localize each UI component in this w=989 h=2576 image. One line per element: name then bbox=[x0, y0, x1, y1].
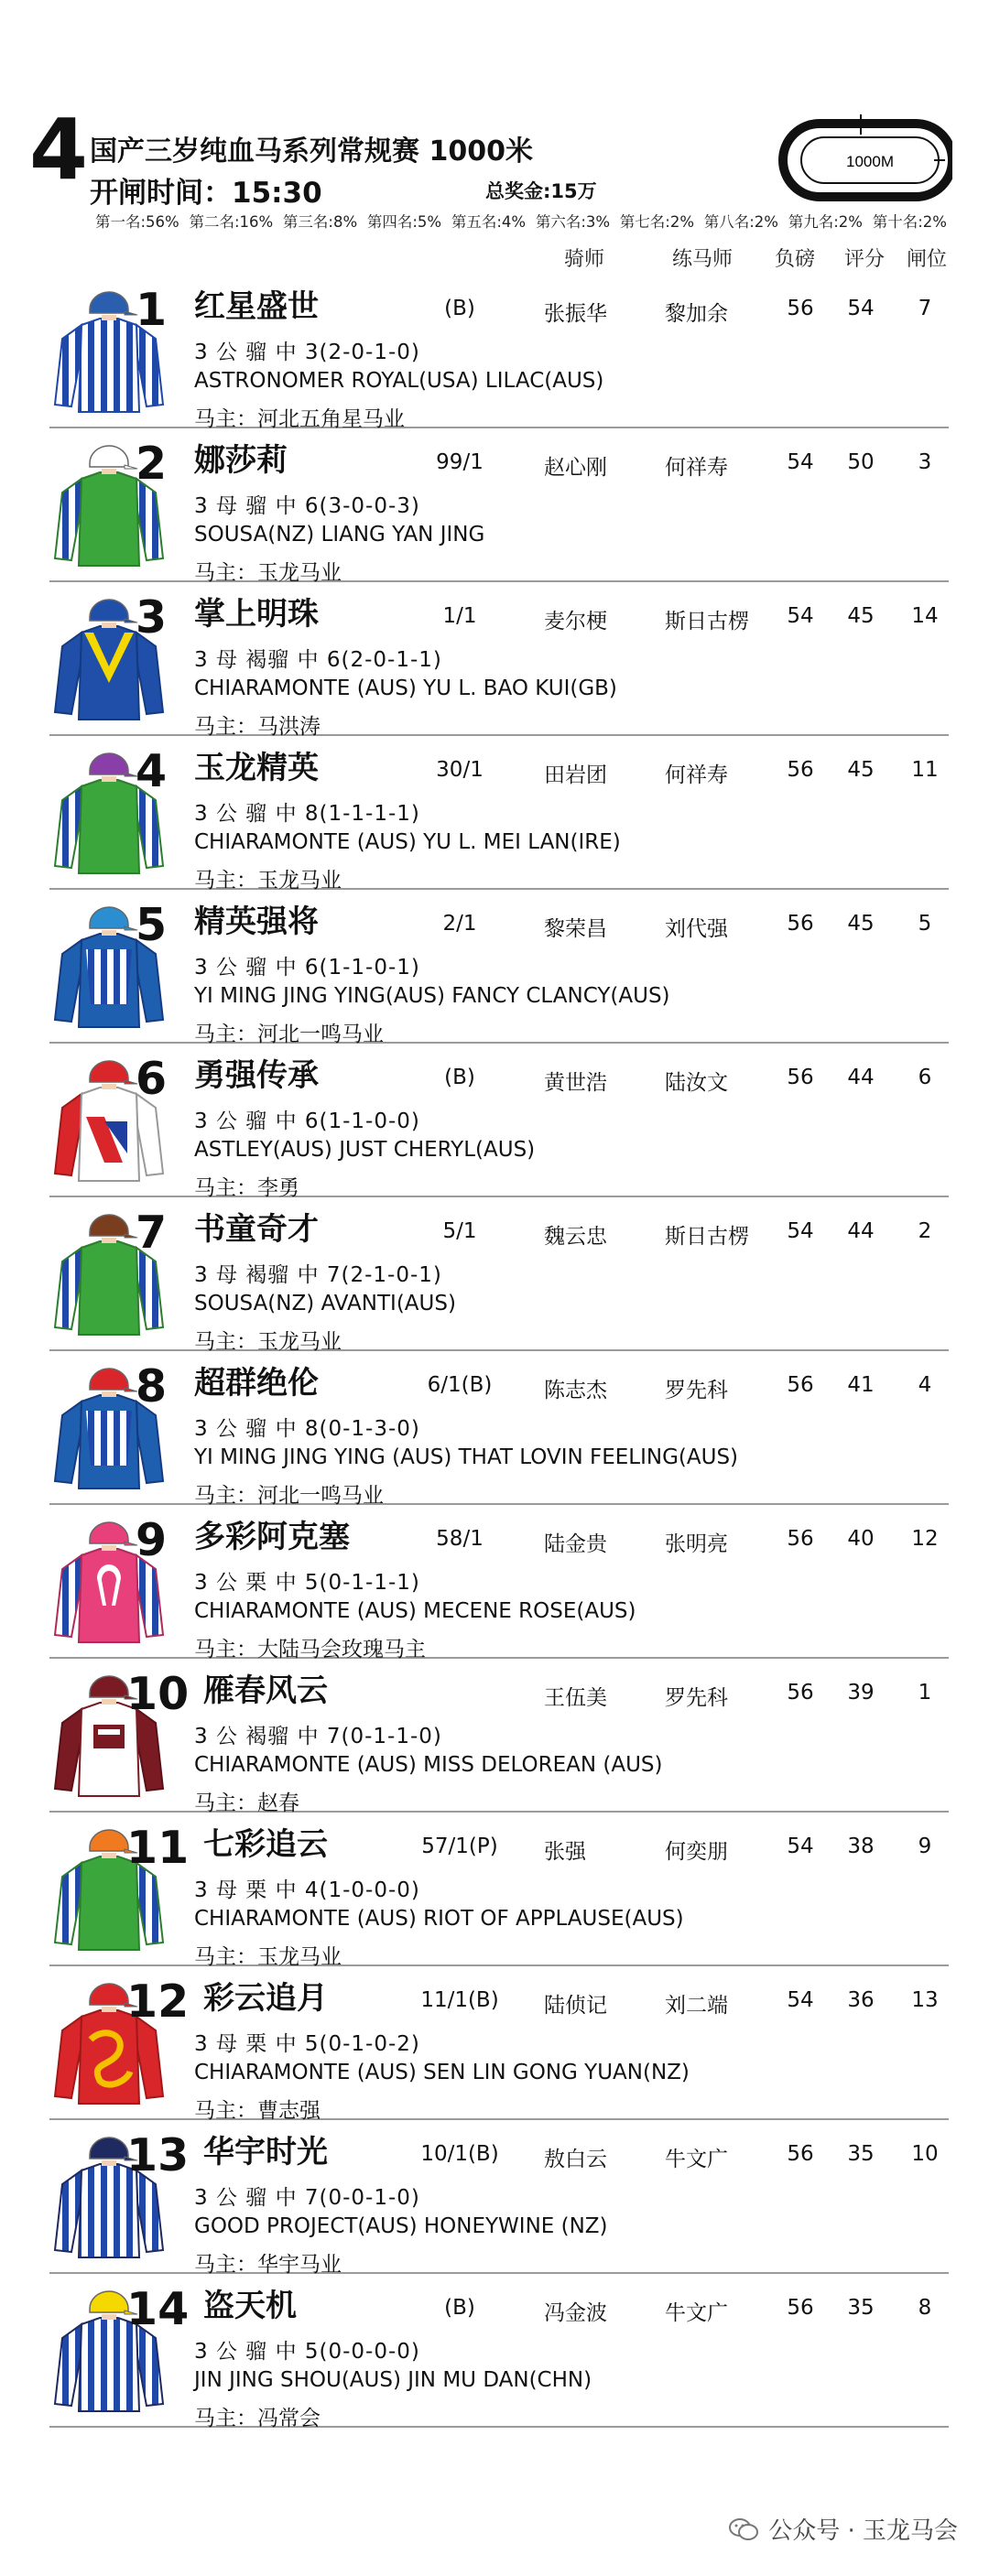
odds: 30/1 bbox=[436, 758, 484, 782]
odds: 57/1(P) bbox=[421, 1835, 498, 1858]
owner: 马主：大陆马会玫瑰马主 bbox=[194, 1638, 426, 1661]
odds: 11/1(B) bbox=[420, 1988, 499, 2012]
runner-number: 14 bbox=[126, 2283, 190, 2335]
weight: 56 bbox=[787, 1681, 814, 1705]
jockey-name: 陆侦记 bbox=[544, 1994, 607, 2018]
runner-number: 3 bbox=[136, 591, 168, 644]
runner-number: 2 bbox=[136, 438, 168, 490]
jockey-name: 赵心刚 bbox=[544, 456, 607, 480]
odds: (B) bbox=[444, 297, 475, 320]
odds: 1/1 bbox=[442, 604, 477, 628]
runner-row bbox=[49, 1505, 949, 1659]
col-rating: 评分 bbox=[844, 248, 886, 271]
horse-info: 3 公 骝 中 3(2-0-1-0) bbox=[194, 341, 420, 364]
pedigree: ASTRONOMER ROYAL(USA) LILAC(AUS) bbox=[194, 369, 604, 393]
runner-number: 1 bbox=[136, 284, 168, 336]
trainer-name: 牛文广 bbox=[665, 2148, 728, 2171]
runner-number: 9 bbox=[136, 1514, 168, 1566]
horse-name: 红星盛世 bbox=[194, 288, 319, 325]
weight: 54 bbox=[787, 1835, 814, 1858]
odds: 10/1(B) bbox=[420, 2142, 499, 2166]
odds: (B) bbox=[444, 1066, 475, 1089]
odds: 5/1 bbox=[442, 1219, 477, 1243]
jockey-name: 张振华 bbox=[544, 302, 607, 326]
jockey-name: 敖白云 bbox=[544, 2148, 607, 2171]
jockey-name: 陆金贵 bbox=[544, 1532, 607, 1556]
horse-name: 彩云追月 bbox=[203, 1980, 328, 2017]
owner: 马主：河北一鸣马业 bbox=[194, 1484, 384, 1508]
odds: 99/1 bbox=[436, 450, 484, 474]
prize-split-item: 第四名:5% bbox=[366, 213, 442, 231]
horse-name: 雁春风云 bbox=[203, 1672, 328, 1709]
jockey-name: 麦尔梗 bbox=[544, 610, 607, 633]
owner: 马主：马洪涛 bbox=[194, 715, 321, 739]
pedigree: CHIARAMONTE (AUS) MECENE ROSE(AUS) bbox=[194, 1599, 636, 1623]
horse-name: 多彩阿克塞 bbox=[194, 1519, 350, 1555]
weight: 56 bbox=[787, 297, 814, 320]
col-weight: 负磅 bbox=[775, 248, 816, 271]
pedigree: CHIARAMONTE (AUS) RIOT OF APPLAUSE(AUS) bbox=[194, 1907, 684, 1931]
trainer-name: 张明亮 bbox=[665, 1532, 728, 1556]
weight: 56 bbox=[787, 912, 814, 936]
draw: 14 bbox=[911, 604, 939, 628]
draw: 7 bbox=[918, 297, 932, 320]
draw: 4 bbox=[918, 1373, 932, 1397]
runner-number: 13 bbox=[126, 2129, 190, 2181]
rating: 45 bbox=[847, 604, 875, 628]
pedigree: YI MING JING YING (AUS) THAT LOVIN FEELING(AUS) bbox=[194, 1445, 739, 1469]
horse-name: 七彩追云 bbox=[203, 1826, 328, 1863]
rating: 45 bbox=[847, 912, 875, 936]
rating: 40 bbox=[847, 1527, 875, 1551]
horse-info: 3 公 栗 中 5(0-1-1-1) bbox=[194, 1571, 420, 1595]
trainer-name: 陆汝文 bbox=[665, 1071, 728, 1095]
runner-row bbox=[49, 1044, 949, 1200]
trainer-name: 罗先科 bbox=[665, 1379, 728, 1402]
jockey-name: 王伍美 bbox=[544, 1686, 607, 1710]
trainer-name: 牛文广 bbox=[665, 2301, 728, 2325]
jockey-name: 田岩团 bbox=[544, 763, 607, 787]
rating: 35 bbox=[847, 2142, 875, 2166]
horse-name: 超群绝伦 bbox=[194, 1365, 319, 1402]
col-jockey: 骑师 bbox=[564, 248, 605, 271]
prize-split-item: 第九名:2% bbox=[788, 213, 863, 231]
pedigree: JIN JING SHOU(AUS) JIN MU DAN(CHN) bbox=[194, 2368, 592, 2392]
runner-number: 7 bbox=[136, 1207, 168, 1259]
horse-name: 掌上明珠 bbox=[194, 596, 319, 633]
horse-info: 3 母 褐骝 中 6(2-0-1-1) bbox=[194, 648, 442, 672]
col-trainer: 练马师 bbox=[672, 248, 734, 271]
horse-info: 3 公 骝 中 6(1-1-0-0) bbox=[194, 1109, 420, 1133]
weight: 54 bbox=[787, 604, 814, 628]
runner-number: 8 bbox=[136, 1360, 168, 1412]
jockey-name: 黎荣昌 bbox=[544, 917, 607, 941]
runner-row bbox=[49, 1659, 949, 1813]
owner: 马主：玉龙马业 bbox=[194, 1330, 342, 1354]
draw: 13 bbox=[911, 1988, 939, 2012]
horse-info: 3 母 骝 中 6(3-0-0-3) bbox=[194, 494, 420, 518]
owner: 马主：玉龙马业 bbox=[194, 1945, 342, 1969]
rating: 41 bbox=[847, 1373, 875, 1397]
trainer-name: 斯日古楞 bbox=[665, 610, 749, 633]
column-headers bbox=[0, 244, 989, 271]
prize-split-row bbox=[95, 210, 947, 232]
owner: 马主：玉龙马业 bbox=[194, 869, 342, 893]
rating: 45 bbox=[847, 758, 875, 782]
race-title: 国产三岁纯血马系列常规赛 1000米 bbox=[90, 135, 533, 168]
runner-number: 10 bbox=[126, 1668, 190, 1720]
rating: 39 bbox=[847, 1681, 875, 1705]
trainer-name: 黎加余 bbox=[665, 302, 728, 326]
weight: 56 bbox=[787, 758, 814, 782]
runner-number: 11 bbox=[126, 1822, 190, 1874]
horse-name: 盗天机 bbox=[203, 2288, 297, 2324]
owner: 马主：赵春 bbox=[194, 1791, 299, 1815]
trainer-name: 罗先科 bbox=[665, 1686, 728, 1710]
owner: 马主：河北一鸣马业 bbox=[194, 1023, 384, 1046]
owner: 马主：冯常会 bbox=[194, 2407, 321, 2430]
jockey-name: 魏云忠 bbox=[544, 1225, 607, 1249]
pedigree: SOUSA(NZ) LIANG YAN JING bbox=[194, 523, 485, 547]
runner-row bbox=[49, 1197, 949, 1354]
footer bbox=[728, 2512, 958, 2546]
race-header bbox=[0, 0, 989, 275]
horse-info: 3 母 栗 中 5(0-1-0-2) bbox=[194, 2032, 420, 2056]
horse-name: 书童奇才 bbox=[194, 1211, 319, 1248]
trainer-name: 刘代强 bbox=[665, 917, 728, 941]
horse-info: 3 母 褐骝 中 7(2-1-0-1) bbox=[194, 1263, 442, 1287]
weight: 56 bbox=[787, 1527, 814, 1551]
owner: 马主：河北五角星马业 bbox=[194, 407, 405, 431]
pedigree: CHIARAMONTE (AUS) MISS DELOREAN (AUS) bbox=[194, 1753, 663, 1777]
prize-split-item: 第五名:4% bbox=[451, 213, 527, 231]
horse-name: 华宇时光 bbox=[203, 2134, 328, 2170]
weight: 56 bbox=[787, 2142, 814, 2166]
owner: 马主：曹志强 bbox=[194, 2099, 321, 2123]
prize-split-item: 第二名:16% bbox=[189, 213, 274, 231]
runner-row bbox=[49, 890, 949, 1044]
weight: 54 bbox=[787, 1219, 814, 1243]
runner-number: 5 bbox=[136, 899, 168, 951]
rating: 44 bbox=[847, 1219, 875, 1243]
odds: 6/1(B) bbox=[427, 1373, 493, 1397]
rating: 50 bbox=[847, 450, 875, 474]
runner-row bbox=[49, 582, 949, 739]
col-draw: 闸位 bbox=[907, 248, 948, 271]
draw: 9 bbox=[918, 1835, 932, 1858]
runner-row bbox=[49, 428, 949, 585]
weight: 56 bbox=[787, 1066, 814, 1089]
trainer-name: 何祥寿 bbox=[665, 456, 728, 480]
runner-row bbox=[49, 1966, 949, 2123]
prize-split-item: 第八名:2% bbox=[703, 213, 778, 231]
runner-row bbox=[49, 736, 949, 893]
jockey-name: 黄世浩 bbox=[544, 1071, 607, 1095]
horse-name: 玉龙精英 bbox=[194, 750, 319, 786]
horse-info: 3 母 栗 中 4(1-0-0-0) bbox=[194, 1878, 420, 1902]
trainer-name: 何祥寿 bbox=[665, 763, 728, 787]
trainer-name: 刘二端 bbox=[665, 1994, 728, 2018]
odds: (B) bbox=[444, 2296, 475, 2320]
prize-split-item: 第十名:2% bbox=[872, 213, 947, 231]
horse-info: 3 公 褐骝 中 7(0-1-1-0) bbox=[194, 1725, 442, 1748]
owner: 马主：李勇 bbox=[194, 1176, 299, 1200]
runner-row bbox=[49, 275, 949, 431]
pedigree: CHIARAMONTE (AUS) SEN LIN GONG YUAN(NZ) bbox=[194, 2061, 690, 2084]
jockey-name: 张强 bbox=[544, 1840, 586, 1864]
prize-split-item: 第三名:8% bbox=[282, 213, 358, 231]
draw: 10 bbox=[911, 2142, 939, 2166]
draw: 6 bbox=[918, 1066, 932, 1089]
wechat-icon bbox=[728, 2517, 759, 2541]
pedigree: ASTLEY(AUS) JUST CHERYL(AUS) bbox=[194, 1138, 536, 1162]
weight: 54 bbox=[787, 1988, 814, 2012]
odds: 2/1 bbox=[442, 912, 477, 936]
footer-text: 公众号 · 玉龙马会 bbox=[768, 2517, 958, 2545]
runner-row bbox=[49, 1351, 949, 1508]
draw: 12 bbox=[911, 1527, 939, 1551]
jockey-name: 陈志杰 bbox=[544, 1379, 607, 1402]
prize-split-item: 第七名:2% bbox=[619, 213, 695, 231]
rating: 38 bbox=[847, 1835, 875, 1858]
weight: 54 bbox=[787, 450, 814, 474]
trainer-name: 斯日古楞 bbox=[665, 1225, 749, 1249]
draw: 8 bbox=[918, 2296, 932, 2320]
rating: 35 bbox=[847, 2296, 875, 2320]
race-start-time: 开闸时间：15:30 bbox=[90, 177, 322, 210]
jockey-name: 冯金波 bbox=[544, 2301, 607, 2325]
horse-name: 精英强将 bbox=[194, 904, 319, 940]
prize-split-item: 第六名:3% bbox=[535, 213, 611, 231]
draw: 2 bbox=[918, 1219, 932, 1243]
trainer-name: 何奕朋 bbox=[665, 1840, 728, 1864]
horse-info: 3 公 骝 中 8(1-1-1-1) bbox=[194, 802, 420, 826]
runner-row bbox=[49, 2274, 949, 2428]
runner-row bbox=[49, 2120, 949, 2277]
horse-info: 3 公 骝 中 6(1-1-0-1) bbox=[194, 956, 420, 980]
horse-info: 3 公 骝 中 7(0-0-1-0) bbox=[194, 2186, 420, 2210]
draw: 11 bbox=[911, 758, 939, 782]
runner-number: 4 bbox=[136, 745, 168, 797]
runner-row bbox=[49, 1813, 949, 1969]
track-distance-label: 1000M bbox=[846, 153, 894, 170]
odds: 58/1 bbox=[436, 1527, 484, 1551]
horse-info: 3 公 骝 中 8(0-1-3-0) bbox=[194, 1417, 420, 1441]
draw: 1 bbox=[918, 1681, 932, 1705]
track-diagram-icon bbox=[778, 114, 952, 215]
pedigree: CHIARAMONTE (AUS) YU L. MEI LAN(IRE) bbox=[194, 830, 621, 854]
owner: 马主：华宇马业 bbox=[194, 2253, 342, 2277]
pedigree: YI MING JING YING(AUS) FANCY CLANCY(AUS) bbox=[194, 984, 670, 1008]
horse-name: 勇强传承 bbox=[194, 1057, 319, 1094]
prize-split-item: 第一名:56% bbox=[95, 213, 179, 231]
runner-number: 6 bbox=[136, 1053, 168, 1105]
horse-info: 3 公 骝 中 5(0-0-0-0) bbox=[194, 2340, 420, 2364]
weight: 56 bbox=[787, 2296, 814, 2320]
draw: 3 bbox=[918, 450, 932, 474]
pedigree: SOUSA(NZ) AVANTI(AUS) bbox=[194, 1292, 456, 1315]
owner: 马主：玉龙马业 bbox=[194, 561, 342, 585]
runner-number: 12 bbox=[126, 1975, 190, 2028]
draw: 5 bbox=[918, 912, 932, 936]
race-number: 4 bbox=[29, 101, 89, 199]
rating: 44 bbox=[847, 1066, 875, 1089]
pedigree: CHIARAMONTE (AUS) YU L. BAO KUI(GB) bbox=[194, 676, 617, 700]
total-prize: 总奖金:15万 bbox=[485, 180, 597, 202]
horse-name: 娜莎莉 bbox=[194, 442, 288, 479]
rating: 36 bbox=[847, 1988, 875, 2012]
pedigree: GOOD PROJECT(AUS) HONEYWINE (NZ) bbox=[194, 2214, 608, 2238]
rating: 54 bbox=[847, 297, 875, 320]
weight: 56 bbox=[787, 1373, 814, 1397]
